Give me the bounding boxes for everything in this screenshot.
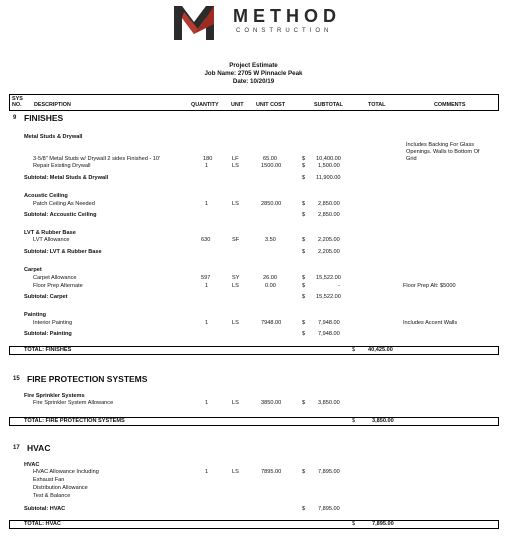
subtotal-label: Subtotal: Painting — [24, 331, 72, 337]
item-unit-cost: 65.00 — [263, 156, 277, 162]
item-subtotal: 7,895.00 — [318, 469, 340, 475]
subtotal-label: Subtotal: Carpet — [24, 294, 68, 300]
subtotal-label: Subtotal: Accoustic Ceiling — [24, 212, 97, 218]
item-description: LVT Allowance — [33, 237, 70, 243]
item-subtotal: 3,850.00 — [318, 400, 340, 406]
item-subtotal: 15,522.00 — [316, 275, 341, 281]
item-unit-cost: 0.00 — [265, 283, 276, 289]
item-detail-line: Distribution Allowance — [33, 485, 88, 491]
item-quantity: 1 — [205, 320, 209, 326]
comment: Grid — [406, 156, 417, 162]
total-label: TOTAL: FIRE PROTECTION SYSTEMS — [24, 418, 125, 424]
item-description: HVAC Allowance Including — [33, 469, 99, 475]
group-heading: HVAC — [24, 462, 40, 468]
item-unit: LS — [232, 163, 239, 169]
section-title: FINISHES — [24, 113, 64, 123]
item-subtotal: 10,400.00 — [316, 156, 341, 162]
item-subtotal: 1,500.00 — [318, 163, 340, 169]
currency-sign: $ — [302, 156, 306, 162]
brand-subtitle: CONSTRUCTION — [236, 28, 333, 34]
item-subtotal: 2,205.00 — [318, 237, 340, 243]
group-heading: LVT & Rubber Base — [24, 230, 76, 236]
currency-sign: $ — [302, 249, 306, 255]
col-sys: SYS — [12, 96, 23, 102]
col-comments: COMMENTS — [434, 102, 466, 108]
item-subtotal: 7,948.00 — [318, 320, 340, 326]
item-quantity: 180 — [203, 156, 213, 162]
item-description: Fire Sprinkler System Allowance — [33, 400, 114, 406]
item-quantity: 1 — [205, 400, 209, 406]
item-unit: LF — [232, 156, 239, 162]
item-unit: LS — [232, 469, 239, 475]
item-quantity: 630 — [201, 237, 211, 243]
subtotal-value: 7,895.00 — [318, 506, 340, 512]
comment: Floor Prep Alt: $5000 — [403, 283, 456, 289]
section-title: FIRE PROTECTION SYSTEMS — [27, 374, 148, 384]
item-quantity: 597 — [201, 275, 211, 281]
comment: Includes Accent Walls — [403, 320, 458, 326]
group-heading: Metal Studs & Drywall — [24, 134, 83, 140]
comment: Includes Backing For Glass — [406, 142, 475, 148]
column-header-bar — [9, 94, 499, 111]
total-value: 7,895.00 — [372, 521, 394, 527]
item-description: Interior Painting — [33, 320, 73, 326]
item-subtotal: 2,850.00 — [318, 201, 340, 207]
item-description: Carpet Allowance — [33, 275, 77, 281]
subtotal-value: 15,522.00 — [316, 294, 341, 300]
currency-sign: $ — [352, 347, 356, 353]
group-heading: Carpet — [24, 267, 42, 273]
item-unit: LS — [232, 400, 239, 406]
total-value: 40,425.00 — [368, 347, 393, 353]
currency-sign: $ — [352, 418, 356, 424]
item-unit: LS — [232, 201, 239, 207]
item-detail-line: Exhaust Fan — [33, 477, 65, 483]
total-label: TOTAL: FINISHES — [24, 347, 72, 353]
item-quantity: 1 — [205, 469, 209, 475]
subtotal-label: Subtotal: Metal Studs & Drywall — [24, 175, 109, 181]
col-unit: UNIT — [231, 102, 244, 108]
item-unit-cost: 3850.00 — [261, 400, 282, 406]
col-description: DESCRIPTION — [34, 102, 71, 108]
col-no: NO. — [12, 102, 22, 108]
currency-sign: $ — [302, 469, 306, 475]
col-unit-cost: UNIT COST — [256, 102, 286, 108]
section-number: 17 — [13, 445, 20, 451]
col-subtotal: SUBTOTAL — [314, 102, 343, 108]
section-total-bar — [9, 346, 499, 355]
item-unit: SF — [232, 237, 240, 243]
col-total: TOTAL — [368, 102, 386, 108]
comment: Openings. Walls to Bottom Of — [406, 149, 480, 155]
item-unit-cost: 7895.00 — [261, 469, 282, 475]
section-title: HVAC — [27, 443, 51, 453]
item-quantity: 1 — [205, 201, 209, 207]
currency-sign: $ — [302, 163, 306, 169]
currency-sign: $ — [302, 275, 306, 281]
item-unit: SY — [232, 275, 240, 281]
item-description: Repair Existing Drywall — [33, 163, 91, 169]
total-label: TOTAL: HVAC — [24, 521, 61, 527]
section-number: 15 — [13, 376, 20, 382]
item-detail-line: Test & Balance — [33, 493, 71, 499]
currency-sign: $ — [302, 201, 306, 207]
item-quantity: 1 — [205, 163, 209, 169]
item-unit: LS — [232, 320, 239, 326]
item-unit-cost: 2850.00 — [261, 201, 282, 207]
item-description: Patch Ceiling As Needed — [33, 201, 95, 207]
currency-sign: $ — [302, 175, 306, 181]
item-unit: LS — [232, 283, 239, 289]
currency-sign: $ — [302, 212, 306, 218]
item-description: Floor Prep Alternate — [33, 283, 83, 289]
item-unit-cost: 7948.00 — [261, 320, 282, 326]
currency-sign: $ — [302, 237, 306, 243]
document-title: Project Estimate — [229, 62, 278, 69]
item-unit-cost: 1500.00 — [261, 163, 282, 169]
currency-sign: $ — [302, 320, 306, 326]
currency-sign: $ — [302, 400, 306, 406]
job-name: Job Name: 2705 W Pinnacle Peak — [204, 70, 303, 77]
group-heading: Painting — [24, 312, 47, 318]
subtotal-label: Subtotal: HVAC — [24, 506, 66, 512]
brand-name: METHOD — [233, 6, 341, 26]
total-value: 3,850.00 — [372, 418, 394, 424]
subtotal-value: 11,900.00 — [316, 175, 341, 181]
item-unit-cost: 26.00 — [263, 275, 277, 281]
col-quantity: QUANTITY — [191, 102, 219, 108]
item-quantity: 1 — [205, 283, 209, 289]
estimate-date: Date: 10/20/19 — [232, 78, 275, 85]
currency-sign: $ — [302, 506, 306, 512]
currency-sign: $ — [302, 294, 306, 300]
section-total-bar — [9, 520, 499, 529]
subtotal-label: Subtotal: LVT & Rubber Base — [24, 249, 102, 255]
item-unit-cost: 3.50 — [265, 237, 276, 243]
section-number: 9 — [13, 115, 17, 121]
subtotal-value: 2,205.00 — [318, 249, 340, 255]
currency-sign: $ — [302, 331, 306, 337]
item-description: 3-5/8" Metal Studs w/ Drywall 2 sides Finished - 10' — [33, 156, 161, 162]
item-subtotal: - — [338, 283, 340, 289]
currency-sign: $ — [302, 283, 306, 289]
group-heading: Acoustic Ceiling — [24, 193, 68, 199]
currency-sign: $ — [352, 521, 356, 527]
group-heading: Fire Sprinkler Systems — [24, 393, 85, 399]
subtotal-value: 2,850.00 — [318, 212, 340, 218]
subtotal-value: 7,948.00 — [318, 331, 340, 337]
